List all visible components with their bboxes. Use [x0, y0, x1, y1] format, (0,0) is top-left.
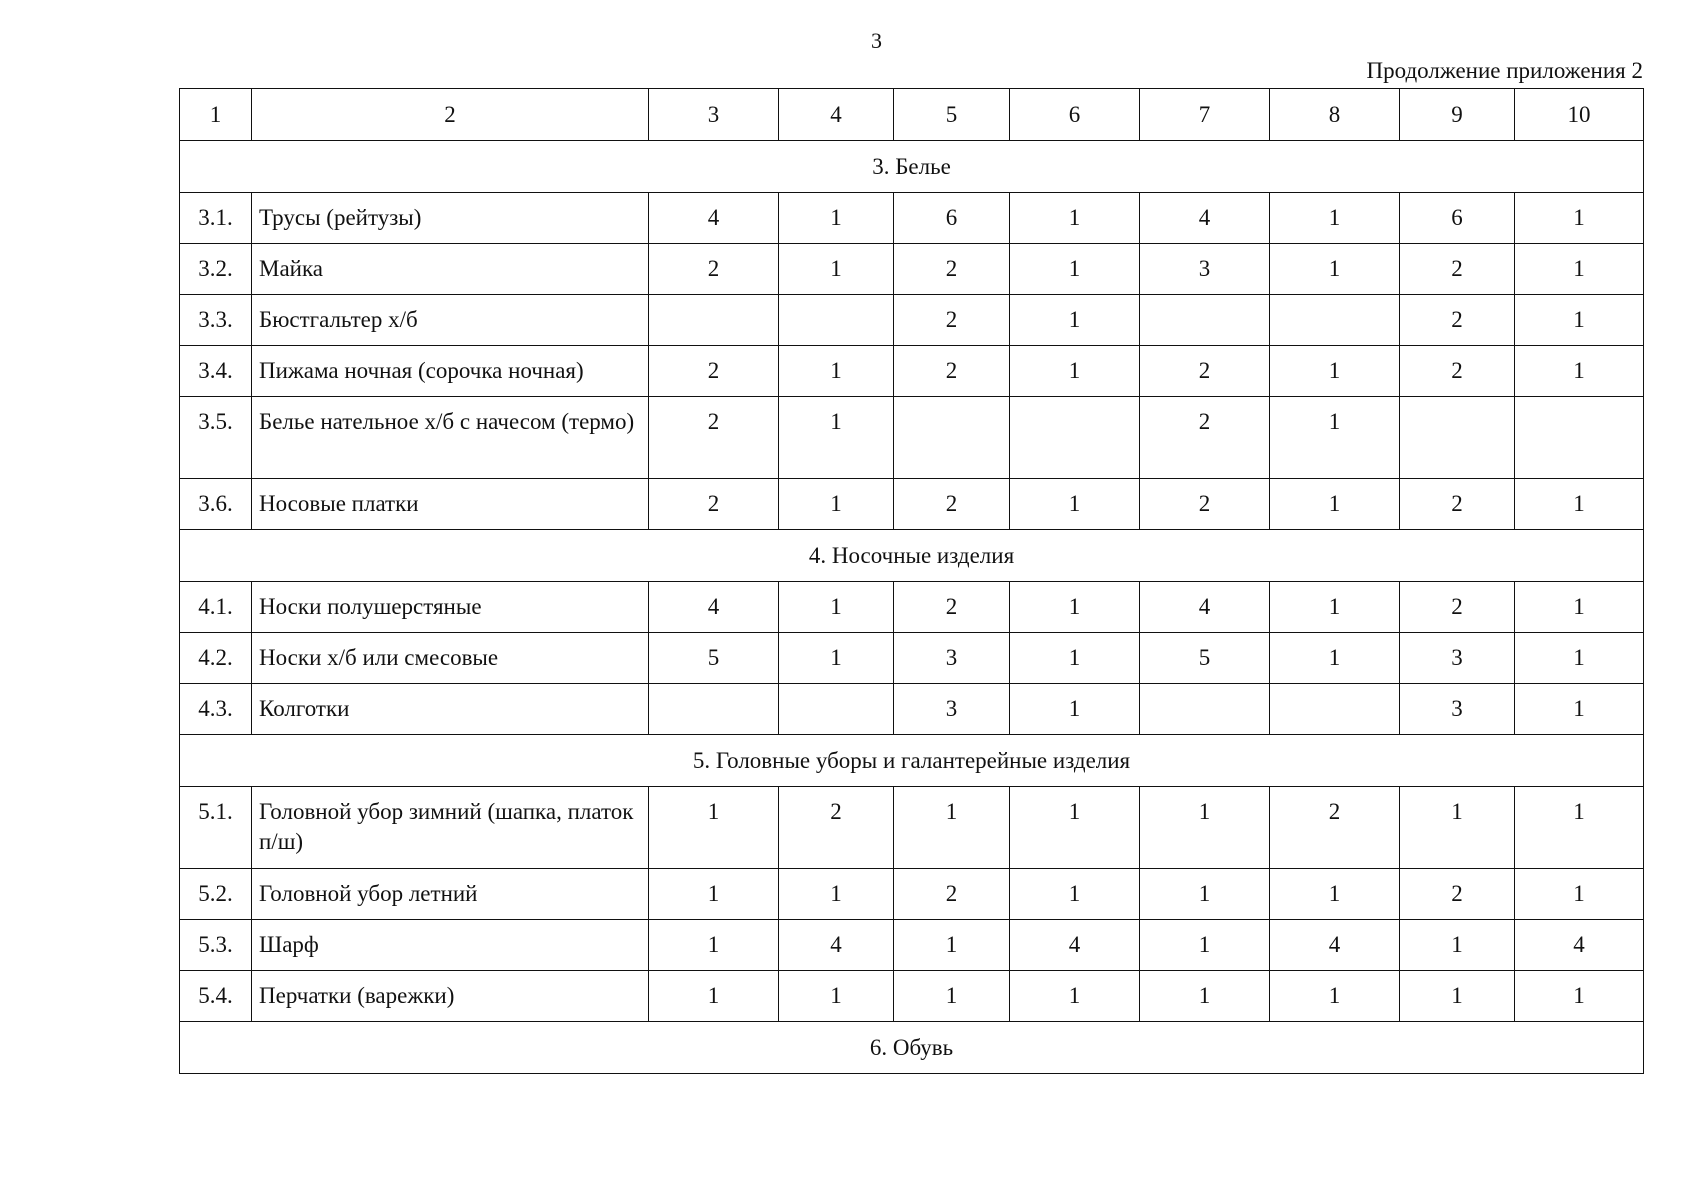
section-title: 3. Белье	[180, 141, 1644, 193]
value-cell: 2	[894, 869, 1010, 920]
value-cell	[1515, 397, 1644, 479]
row-number: 5.3.	[180, 920, 252, 971]
table-row	[180, 920, 1644, 971]
table-row	[180, 684, 1644, 735]
value-cell: 2	[1140, 479, 1270, 530]
value-cell: 1	[1270, 193, 1400, 244]
value-cell: 1	[1140, 787, 1270, 869]
value-cell: 3	[1400, 684, 1515, 735]
value-cell: 1	[1010, 193, 1140, 244]
item-name: Головной убор зимний (шапка, платок п/ш)	[252, 787, 649, 869]
value-cell: 1	[1010, 582, 1140, 633]
value-cell: 1	[1515, 787, 1644, 869]
row-number: 4.1.	[180, 582, 252, 633]
value-cell: 2	[894, 295, 1010, 346]
value-cell: 3	[894, 633, 1010, 684]
value-cell: 1	[779, 397, 894, 479]
item-name: Носовые платки	[252, 479, 649, 530]
value-cell: 3	[1400, 633, 1515, 684]
row-number: 5.4.	[180, 971, 252, 1022]
value-cell: 1	[1140, 920, 1270, 971]
value-cell: 4	[1515, 920, 1644, 971]
value-cell: 2	[779, 787, 894, 869]
value-cell	[779, 295, 894, 346]
value-cell: 1	[1010, 479, 1140, 530]
item-name: Бюстгальтер х/б	[252, 295, 649, 346]
header-cell: 5	[894, 89, 1010, 141]
value-cell: 1	[1515, 971, 1644, 1022]
value-cell: 1	[1515, 633, 1644, 684]
value-cell: 4	[779, 920, 894, 971]
item-name: Белье нательное х/б с начесом (термо)	[252, 397, 649, 479]
value-cell: 1	[1270, 244, 1400, 295]
value-cell: 2	[649, 397, 779, 479]
header-cell: 4	[779, 89, 894, 141]
value-cell: 2	[1140, 397, 1270, 479]
row-number: 3.1.	[180, 193, 252, 244]
value-cell: 2	[1400, 582, 1515, 633]
value-cell: 1	[1010, 295, 1140, 346]
value-cell: 2	[1400, 869, 1515, 920]
value-cell	[1270, 684, 1400, 735]
value-cell: 1	[1270, 633, 1400, 684]
value-cell	[779, 684, 894, 735]
table-row	[180, 479, 1644, 530]
table-row	[180, 397, 1644, 479]
section-title: 4. Носочные изделия	[180, 530, 1644, 582]
row-number: 5.2.	[180, 869, 252, 920]
row-number: 4.2.	[180, 633, 252, 684]
value-cell: 1	[894, 787, 1010, 869]
value-cell: 1	[1515, 295, 1644, 346]
value-cell	[1140, 684, 1270, 735]
table-row	[180, 787, 1644, 869]
table-row	[180, 244, 1644, 295]
value-cell: 1	[779, 244, 894, 295]
value-cell: 1	[779, 869, 894, 920]
table-row	[180, 346, 1644, 397]
value-cell: 1	[779, 193, 894, 244]
row-number: 3.6.	[180, 479, 252, 530]
value-cell: 4	[649, 582, 779, 633]
item-name: Перчатки (варежки)	[252, 971, 649, 1022]
value-cell: 1	[1270, 971, 1400, 1022]
value-cell	[649, 295, 779, 346]
value-cell	[1400, 397, 1515, 479]
continuation-label: Продолжение приложения 2	[1366, 58, 1643, 83]
header-cell: 2	[252, 89, 649, 141]
value-cell: 1	[649, 787, 779, 869]
value-cell: 2	[649, 244, 779, 295]
value-cell: 1	[1515, 193, 1644, 244]
value-cell: 1	[1515, 869, 1644, 920]
value-cell: 1	[1515, 244, 1644, 295]
value-cell	[649, 684, 779, 735]
value-cell: 1	[649, 920, 779, 971]
value-cell: 2	[894, 479, 1010, 530]
header-row	[180, 89, 1644, 141]
value-cell: 2	[1270, 787, 1400, 869]
table-row	[180, 869, 1644, 920]
item-name: Пижама ночная (сорочка ночная)	[252, 346, 649, 397]
value-cell: 2	[894, 582, 1010, 633]
value-cell: 1	[779, 582, 894, 633]
item-name: Майка	[252, 244, 649, 295]
value-cell: 2	[894, 244, 1010, 295]
value-cell: 1	[779, 971, 894, 1022]
table-row	[180, 971, 1644, 1022]
value-cell: 1	[1400, 920, 1515, 971]
value-cell: 1	[1010, 346, 1140, 397]
value-cell: 2	[649, 479, 779, 530]
value-cell: 1	[1010, 787, 1140, 869]
value-cell: 6	[1400, 193, 1515, 244]
value-cell: 1	[1400, 787, 1515, 869]
table-body	[180, 89, 1644, 1074]
value-cell: 1	[894, 971, 1010, 1022]
value-cell: 5	[1140, 633, 1270, 684]
value-cell: 3	[1140, 244, 1270, 295]
value-cell: 2	[1400, 295, 1515, 346]
row-number: 5.1.	[180, 787, 252, 869]
value-cell: 4	[649, 193, 779, 244]
row-number: 3.4.	[180, 346, 252, 397]
item-name: Носки полушерстяные	[252, 582, 649, 633]
value-cell: 1	[1140, 971, 1270, 1022]
value-cell: 2	[894, 346, 1010, 397]
value-cell: 1	[779, 633, 894, 684]
value-cell: 1	[1515, 479, 1644, 530]
item-name: Носки х/б или смесовые	[252, 633, 649, 684]
value-cell: 1	[1010, 684, 1140, 735]
value-cell: 2	[1400, 244, 1515, 295]
section-row	[180, 530, 1644, 582]
item-name: Колготки	[252, 684, 649, 735]
value-cell: 1	[894, 920, 1010, 971]
value-cell: 1	[1010, 869, 1140, 920]
value-cell: 4	[1140, 193, 1270, 244]
header-cell: 10	[1515, 89, 1644, 141]
value-cell: 6	[894, 193, 1010, 244]
value-cell	[894, 397, 1010, 479]
value-cell	[1010, 397, 1140, 479]
section-row	[180, 141, 1644, 193]
header-cell: 9	[1400, 89, 1515, 141]
value-cell: 1	[1400, 971, 1515, 1022]
table-row	[180, 193, 1644, 244]
value-cell	[1270, 295, 1400, 346]
value-cell: 1	[1140, 869, 1270, 920]
page-number: 3	[871, 28, 882, 53]
value-cell: 1	[779, 346, 894, 397]
row-number: 3.3.	[180, 295, 252, 346]
item-name: Трусы (рейтузы)	[252, 193, 649, 244]
row-number: 4.3.	[180, 684, 252, 735]
value-cell: 4	[1140, 582, 1270, 633]
value-cell: 1	[1010, 633, 1140, 684]
header-cell: 8	[1270, 89, 1400, 141]
header-cell: 7	[1140, 89, 1270, 141]
header-cell: 3	[649, 89, 779, 141]
supply-table	[179, 88, 1644, 1074]
value-cell: 1	[1270, 346, 1400, 397]
section-row	[180, 735, 1644, 787]
value-cell: 3	[894, 684, 1010, 735]
value-cell: 1	[1515, 582, 1644, 633]
value-cell: 1	[1270, 397, 1400, 479]
header-cell: 6	[1010, 89, 1140, 141]
header-cell: 1	[180, 89, 252, 141]
section-title: 5. Головные уборы и галантерейные изделия	[180, 735, 1644, 787]
item-name: Шарф	[252, 920, 649, 971]
value-cell: 2	[1400, 479, 1515, 530]
section-row	[180, 1022, 1644, 1074]
section-title: 6. Обувь	[180, 1022, 1644, 1074]
value-cell: 5	[649, 633, 779, 684]
value-cell: 1	[779, 479, 894, 530]
row-number: 3.2.	[180, 244, 252, 295]
value-cell: 1	[649, 971, 779, 1022]
table-row	[180, 633, 1644, 684]
value-cell: 1	[1010, 971, 1140, 1022]
item-name: Головной убор летний	[252, 869, 649, 920]
value-cell: 2	[1140, 346, 1270, 397]
table-row	[180, 582, 1644, 633]
value-cell	[1140, 295, 1270, 346]
value-cell: 1	[1270, 869, 1400, 920]
value-cell: 1	[1270, 479, 1400, 530]
value-cell: 1	[1515, 346, 1644, 397]
table-row	[180, 295, 1644, 346]
value-cell: 4	[1270, 920, 1400, 971]
row-number: 3.5.	[180, 397, 252, 479]
value-cell: 1	[649, 869, 779, 920]
value-cell: 1	[1515, 684, 1644, 735]
value-cell: 1	[1010, 244, 1140, 295]
value-cell: 2	[649, 346, 779, 397]
value-cell: 4	[1010, 920, 1140, 971]
value-cell: 2	[1400, 346, 1515, 397]
value-cell: 1	[1270, 582, 1400, 633]
